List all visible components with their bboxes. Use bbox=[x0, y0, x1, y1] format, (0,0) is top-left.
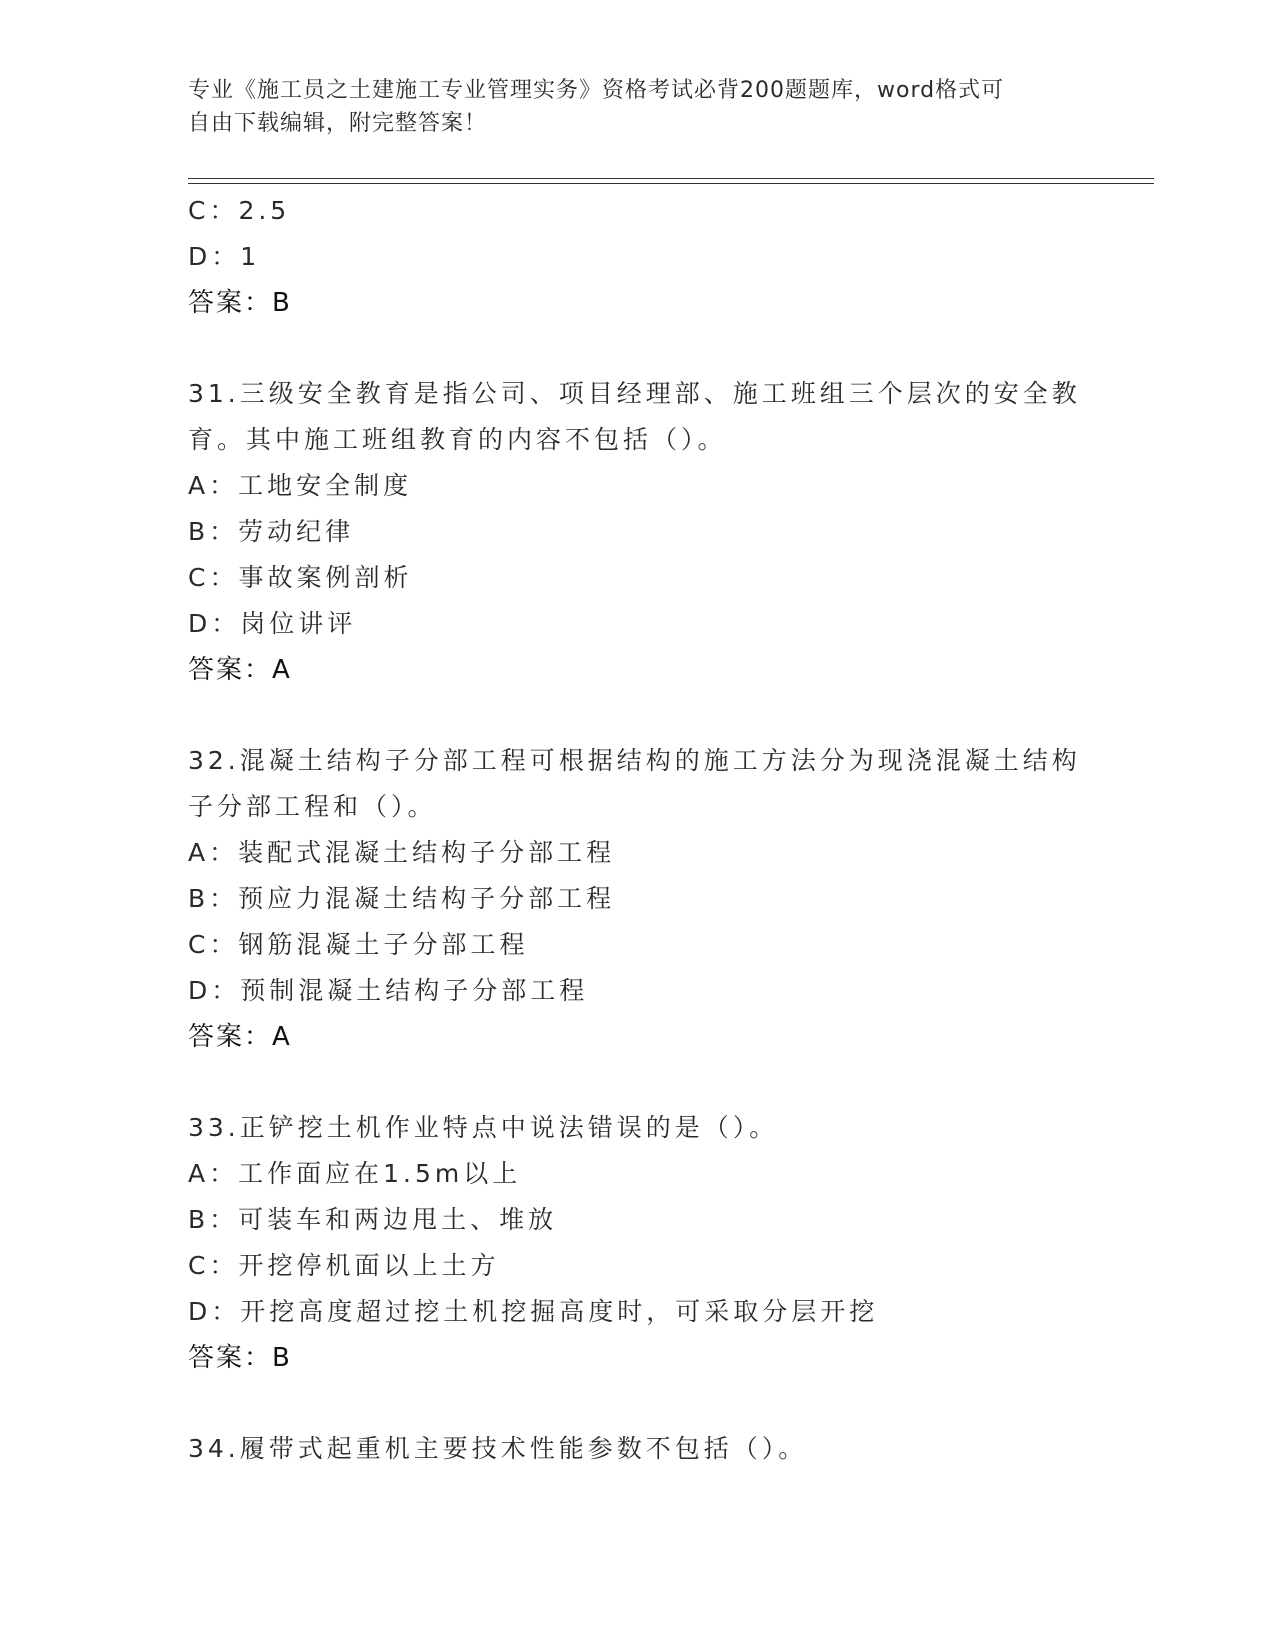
document-body bbox=[188, 188, 1088, 1472]
question-text-line: 33.正铲挖土机作业特点中说法错误的是（）。 bbox=[188, 1113, 779, 1142]
question-text-line: 子分部工程和（）。 bbox=[188, 792, 437, 821]
question-text-line: 34.履带式起重机主要技术性能参数不包括（）。 bbox=[188, 1434, 808, 1463]
option-d: D：岗位讲评 bbox=[188, 609, 357, 638]
option-d: D：开挖高度超过挖土机挖掘高度时，可采取分层开挖 bbox=[188, 1297, 879, 1326]
option-b: B：可装车和两边甩土、堆放 bbox=[188, 1205, 558, 1234]
spacer bbox=[188, 1381, 1088, 1426]
option-c: C：2.5 bbox=[188, 196, 291, 225]
question-33 bbox=[188, 1105, 1088, 1381]
option-a: A：工地安全制度 bbox=[188, 471, 413, 500]
option-d: D：1 bbox=[188, 242, 261, 271]
option-c: C：事故案例剖析 bbox=[188, 563, 413, 592]
question-32 bbox=[188, 738, 1088, 1060]
option-a: A：装配式混凝土结构子分部工程 bbox=[188, 838, 616, 867]
answer-line: 答案：B bbox=[188, 1343, 292, 1373]
previous-question-tail bbox=[188, 188, 1088, 326]
header-line-2: 自由下载编辑，附完整答案！ bbox=[188, 111, 488, 136]
question-31 bbox=[188, 371, 1088, 693]
spacer bbox=[188, 1060, 1088, 1105]
document-header bbox=[188, 74, 1068, 140]
option-b: B：劳动纪律 bbox=[188, 517, 355, 546]
option-a: A：工作面应在1.5m以上 bbox=[188, 1159, 522, 1188]
question-text-line: 32.混凝土结构子分部工程可根据结构的施工方法分为现浇混凝土结构 bbox=[188, 746, 1081, 775]
option-b: B：预应力混凝土结构子分部工程 bbox=[188, 884, 616, 913]
header-rule-bottom bbox=[188, 183, 1154, 184]
question-text-line: 31.三级安全教育是指公司、项目经理部、施工班组三个层次的安全教 bbox=[188, 379, 1081, 408]
spacer bbox=[188, 693, 1088, 738]
spacer bbox=[188, 326, 1088, 371]
option-c: C：开挖停机面以上土方 bbox=[188, 1251, 500, 1280]
answer-line: 答案：A bbox=[188, 1022, 292, 1052]
question-34 bbox=[188, 1426, 1088, 1472]
answer-line: 答案：A bbox=[188, 655, 292, 685]
option-c: C：钢筋混凝土子分部工程 bbox=[188, 930, 529, 959]
header-line-1: 专业《施工员之土建施工专业管理实务》资格考试必背200题题库，word格式可 bbox=[188, 78, 1005, 103]
answer-line: 答案：B bbox=[188, 288, 292, 318]
option-d: D：预制混凝土结构子分部工程 bbox=[188, 976, 589, 1005]
question-text-line: 育。其中施工班组教育的内容不包括（）。 bbox=[188, 425, 727, 454]
header-rule-top bbox=[188, 178, 1154, 179]
